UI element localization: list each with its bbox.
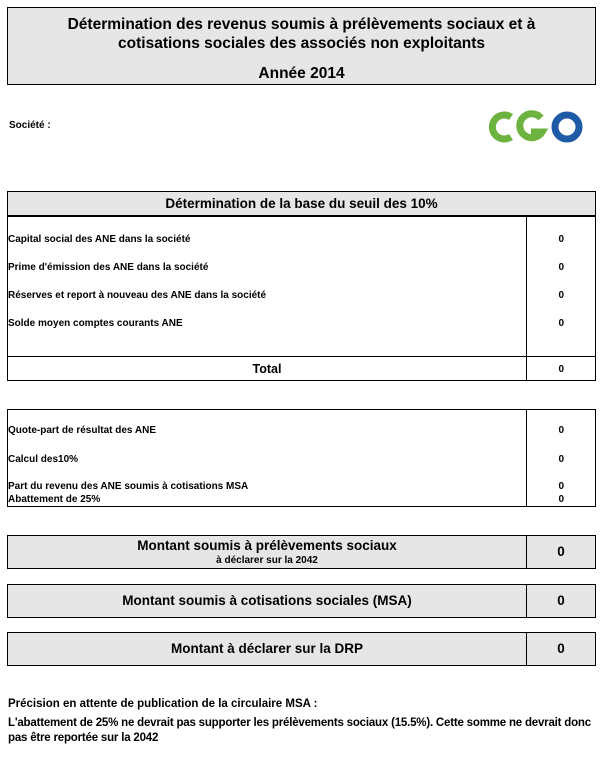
note-title: Précision en attente de publication de la circulaire MSA :: [8, 698, 318, 710]
drp-label: Montant à déclarer sur la DRP: [170, 641, 364, 656]
row-reserves-value: 0: [558, 290, 564, 301]
cgo-logo: [484, 108, 584, 146]
row-abattement-label: Abattement de 25%: [8, 494, 101, 505]
prelevements-label: Montant soumis à prélèvements sociaux: [137, 538, 397, 553]
column-divider: [526, 357, 527, 380]
summary-drp: [7, 632, 596, 666]
row-capital-value: 0: [558, 234, 564, 245]
row-part-msa-value: 0: [558, 481, 564, 492]
company-label: Société :: [9, 120, 51, 131]
prelevements-sublabel: à déclarer sur la 2042: [216, 555, 318, 566]
row-part-msa-label: Part du revenu des ANE soumis à cotisations MSA: [8, 481, 249, 492]
year-label: Année 2014: [258, 65, 345, 82]
msa-label: Montant soumis à cotisations sociales (MSA): [122, 593, 412, 608]
summary-msa: [7, 584, 596, 618]
row-abattement-value: 0: [558, 494, 564, 505]
row-prime-value: 0: [558, 262, 564, 273]
row-quote-part-label: Quote-part de résultat des ANE: [8, 425, 156, 436]
note-body: L'abattement de 25% ne devrait pas supporter les prélèvements sociaux (15.5%). Cette somme ne devrait donc pas être reportée sur la 2042: [8, 717, 591, 744]
row-reserves-label: Réserves et report à nouveau des ANE dans la société: [8, 290, 267, 301]
title-line-1: Détermination des revenus soumis à prélèvements sociaux et à: [67, 16, 536, 33]
title-line-2: cotisations sociales des associés non exploitants: [118, 35, 485, 52]
row-solde-label: Solde moyen comptes courants ANE: [8, 318, 183, 329]
total-label: Total: [252, 362, 282, 376]
revenue-table: [7, 409, 596, 507]
row-solde-value: 0: [558, 318, 564, 329]
row-capital-label: Capital social des ANE dans la société: [8, 234, 191, 245]
document-header: [7, 7, 596, 85]
prelevements-value: 0: [557, 544, 565, 559]
drp-value: 0: [557, 641, 565, 656]
total-row: [7, 356, 596, 381]
threshold-table: [7, 216, 596, 357]
row-calcul-value: 0: [558, 454, 564, 465]
total-value: 0: [558, 364, 564, 375]
section-threshold-header: Détermination de la base du seuil des 10%: [7, 191, 596, 216]
row-calcul-label: Calcul des10%: [8, 454, 79, 465]
summary-prelevements: [7, 535, 596, 569]
msa-value: 0: [557, 593, 565, 608]
column-divider: [526, 217, 527, 356]
row-prime-label: Prime d'émission des ANE dans la société: [8, 262, 209, 273]
row-quote-part-value: 0: [558, 425, 564, 436]
column-divider: [526, 410, 527, 506]
